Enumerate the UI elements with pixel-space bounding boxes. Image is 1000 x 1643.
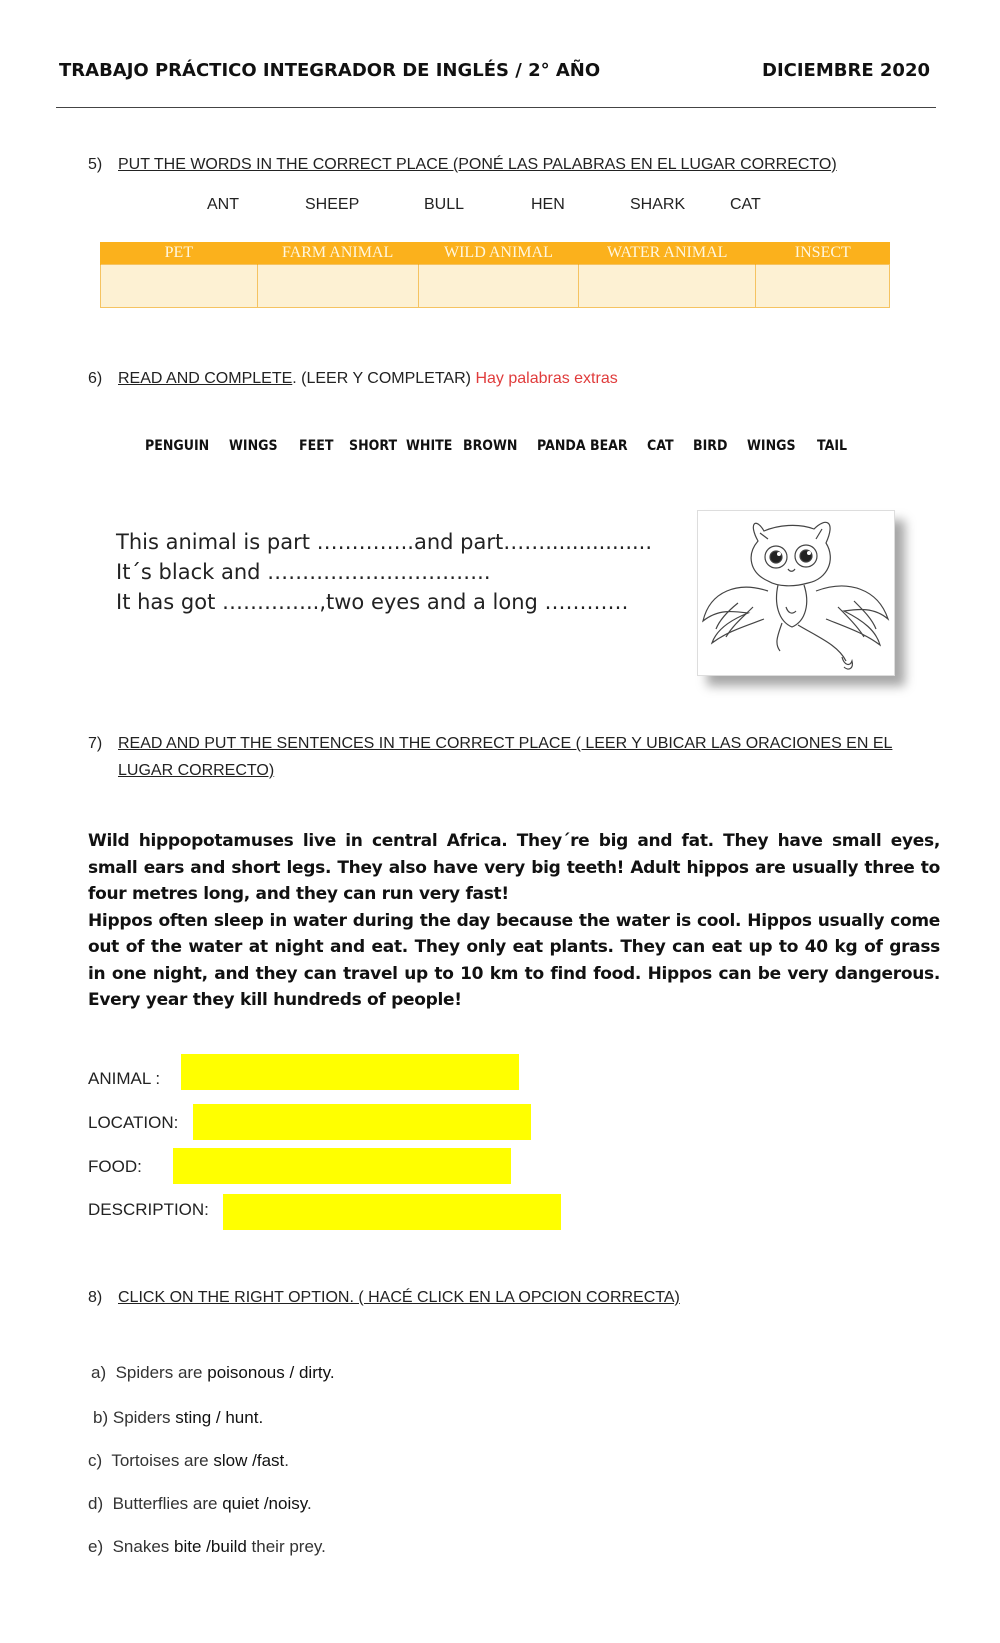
- q8-item-d: [88, 1494, 312, 1514]
- q6-extra-words-note: Hay palabras extras: [475, 370, 618, 387]
- item-text: Snakes: [112, 1537, 170, 1556]
- column-farm-animal: FARM ANIMAL: [257, 242, 418, 265]
- q6-word-white: WHITE: [406, 438, 453, 454]
- item-end: .: [258, 1408, 264, 1427]
- q8-item-c: [88, 1451, 289, 1471]
- reading-paragraph-1: Wild hippopotamuses live in central Africa. They´re big and fat. They have small eyes, small ears and short legs. They also have very big teeth! Adult hippos are usually three to four metres long, and they can run very fast!: [88, 831, 940, 904]
- worksheet-title: TRABAJO PRÁCTICO INTEGRADOR DE INGLÉS / 2° AÑO: [59, 60, 601, 81]
- q5-number: 5): [88, 156, 103, 173]
- q6-word-cat: CAT: [647, 438, 674, 454]
- q7-number: 7): [88, 735, 103, 752]
- hippo-reading-text: [88, 828, 940, 1014]
- q5-word-hen[interactable]: HEN: [531, 196, 565, 213]
- item-letter: c): [88, 1451, 103, 1470]
- item-end: .: [329, 1363, 335, 1382]
- worksheet-date: DICIEMBRE 2020: [762, 60, 930, 81]
- item-end: their prey.: [246, 1537, 326, 1556]
- item-text: Spiders: [112, 1408, 171, 1427]
- q5-word-cat[interactable]: CAT: [730, 196, 761, 213]
- q5-title: [88, 156, 837, 174]
- field-label-animal: ANIMAL :: [88, 1069, 161, 1088]
- q6-word-bird: BIRD: [693, 438, 728, 454]
- item-text: Spiders are: [115, 1363, 203, 1382]
- q6-word-penguin: PENGUIN: [145, 438, 210, 454]
- q8-item-b: [93, 1408, 263, 1428]
- option-bite[interactable]: bite: [174, 1537, 202, 1556]
- q6-line-1[interactable]: This animal is part …………..and part……................: [116, 530, 653, 554]
- item-end: .: [306, 1494, 312, 1513]
- field-label-location: LOCATION:: [88, 1113, 179, 1132]
- winged-cat-picture: [697, 510, 895, 676]
- header-divider: [56, 107, 936, 108]
- q6-word-tail: TAIL: [817, 438, 848, 454]
- q8-title: [88, 1289, 680, 1307]
- q7-instruction-cont: LUGAR CORRECTO): [118, 762, 275, 779]
- column-water-animal: WATER ANIMAL: [579, 242, 756, 265]
- option-slow[interactable]: slow: [213, 1451, 248, 1470]
- q8-item-a: [91, 1363, 335, 1383]
- option-separator: /: [211, 1408, 221, 1427]
- option-separator: /: [206, 1537, 211, 1556]
- option-separator: /: [252, 1451, 257, 1470]
- q5-instruction: PUT THE WORDS IN THE CORRECT PLACE (PONÉ LAS PALABRAS EN EL LUGAR CORRECTO): [118, 156, 837, 173]
- item-letter: b): [93, 1408, 109, 1427]
- q5-word-bull[interactable]: BULL: [424, 196, 465, 213]
- q6-word-panda-bear: PANDA BEAR: [537, 438, 628, 454]
- animal-drop-field[interactable]: [181, 1054, 519, 1090]
- column-wild-animal: WILD ANIMAL: [418, 242, 579, 265]
- q6-title: [88, 370, 618, 388]
- option-poisonous[interactable]: poisonous: [207, 1363, 285, 1382]
- winged-cat-drawing-icon: [698, 511, 894, 675]
- option-build[interactable]: build: [210, 1537, 247, 1556]
- option-quiet[interactable]: quiet: [222, 1494, 260, 1513]
- q5-word-sheep[interactable]: SHEEP: [305, 196, 360, 213]
- q6-word-brown: BROWN: [463, 438, 518, 454]
- drop-zone-water-animal[interactable]: [579, 265, 756, 308]
- q7-instruction: READ AND PUT THE SENTENCES IN THE CORRECT PLACE ( LEER Y UBICAR LAS ORACIONES EN EL: [118, 735, 893, 752]
- q6-word-short: SHORT: [349, 438, 398, 454]
- animal-category-table: [100, 242, 890, 308]
- item-end: .: [284, 1451, 289, 1470]
- q6-number: 6): [88, 370, 103, 387]
- drop-zone-farm-animal[interactable]: [257, 265, 418, 308]
- option-noisy[interactable]: noisy: [268, 1494, 307, 1513]
- option-sting[interactable]: sting: [175, 1408, 212, 1427]
- item-letter: d): [88, 1494, 104, 1513]
- item-letter: a): [91, 1363, 107, 1382]
- option-hunt[interactable]: hunt: [225, 1408, 259, 1427]
- drop-zone-pet[interactable]: [101, 265, 258, 308]
- description-drop-field[interactable]: [223, 1194, 561, 1230]
- q8-instruction: CLICK ON THE RIGHT OPTION. ( HACÉ CLICK EN LA OPCION CORRECTA): [118, 1289, 680, 1306]
- column-pet: PET: [101, 242, 258, 265]
- q5-word-ant[interactable]: ANT: [207, 196, 239, 213]
- q7-title-line-1: [88, 735, 892, 753]
- item-text: Tortoises are: [111, 1451, 209, 1470]
- q6-line-3[interactable]: It has got …………..,two eyes and a long …………: [116, 590, 629, 614]
- q8-item-e: [88, 1537, 326, 1557]
- q6-word-feet: FEET: [299, 438, 334, 454]
- option-fast[interactable]: fast: [256, 1451, 285, 1470]
- q6-instruction-suffix: . (LEER Y COMPLETAR): [292, 370, 471, 387]
- option-separator: /: [263, 1494, 269, 1513]
- q6-word-wings: WINGS: [229, 438, 278, 454]
- item-letter: e): [88, 1537, 104, 1556]
- field-label-description: DESCRIPTION:: [88, 1200, 209, 1219]
- food-drop-field[interactable]: [173, 1148, 511, 1184]
- drop-zone-wild-animal[interactable]: [418, 265, 579, 308]
- q6-line-2[interactable]: It´s black and …………………………..: [116, 560, 491, 584]
- q7-title-line-2: [118, 762, 274, 780]
- location-drop-field[interactable]: [193, 1104, 531, 1140]
- reading-paragraph-2: Hippos often sleep in water during the day because the water is cool. Hippos usually come out of the water at night and eat. They only eat plants. They can eat up to 40 kg of grass in one night, and they can travel up to 10 km to find food. Hippos can be very dangerous. Every year they kill hundreds of people!: [88, 910, 940, 1010]
- q5-word-shark[interactable]: SHARK: [630, 196, 686, 213]
- q6-word-wings-2: WINGS: [747, 438, 796, 454]
- q8-number: 8): [88, 1289, 103, 1306]
- item-text: Butterflies are: [112, 1494, 218, 1513]
- column-insect: INSECT: [756, 242, 890, 265]
- option-separator: /: [289, 1363, 295, 1382]
- q6-instruction: READ AND COMPLETE: [118, 370, 293, 387]
- option-dirty[interactable]: dirty: [298, 1363, 330, 1382]
- drop-zone-insect[interactable]: [756, 265, 890, 308]
- field-label-food: FOOD:: [88, 1157, 142, 1176]
